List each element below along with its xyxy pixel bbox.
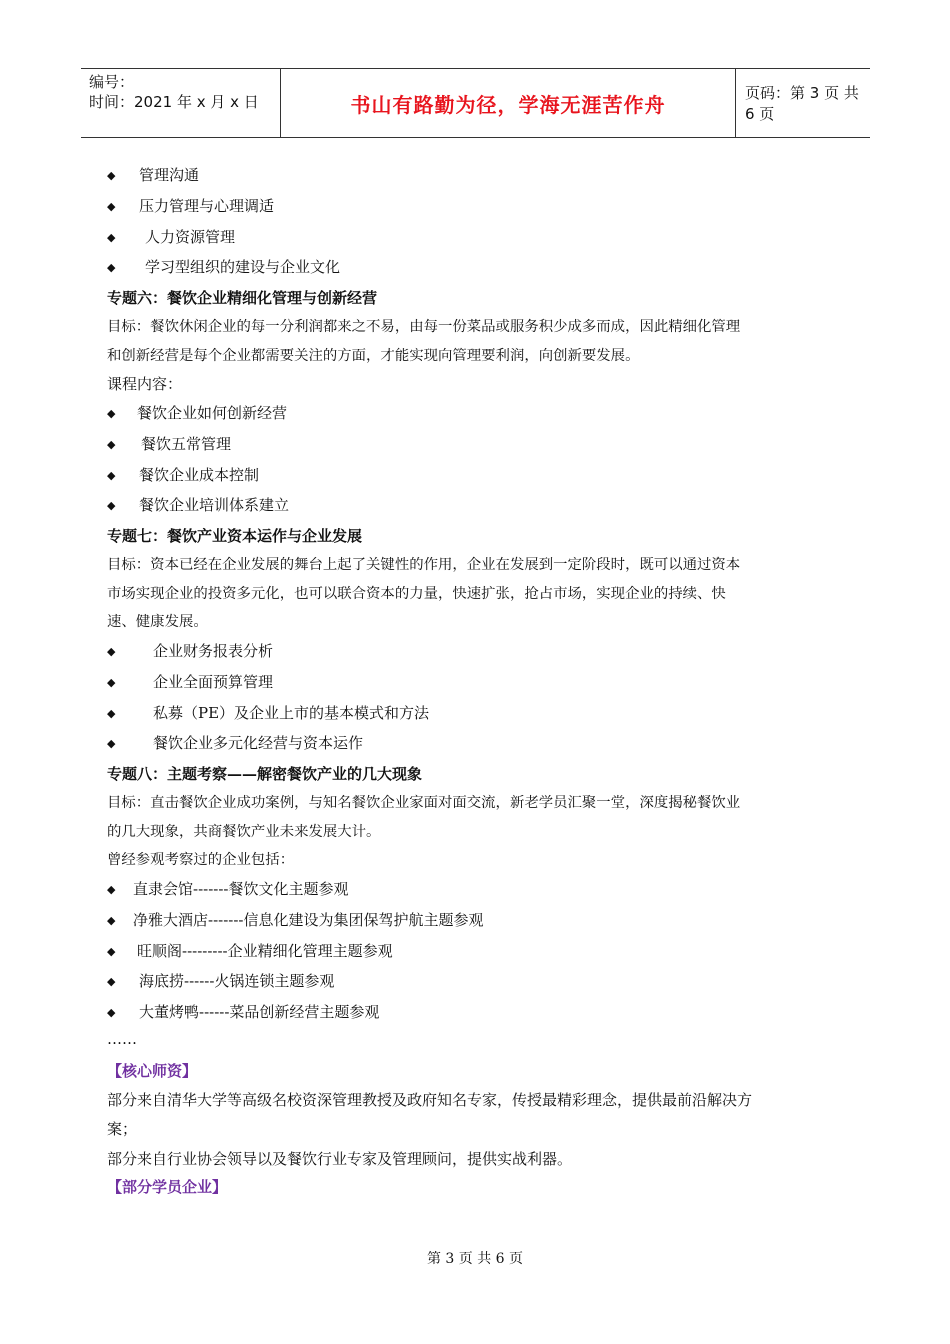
faculty-heading: 【核心师资】 [107,1062,198,1080]
topic6-content-label: 课程内容： [107,375,183,393]
date-text: 时间：2021 年 x 月 x 日 [89,93,259,111]
topic8-visited-label: 曾经参观考察过的企业包括： [107,852,295,868]
list-item: 海底捞------火锅连锁主题参观 [139,972,335,990]
list-item: 学习型组织的建设与企业文化 [145,258,341,276]
topic8-goal-line: 目标：直击餐饮企业成功案例，与知名餐饮企业家面对面交流，新老学员汇聚一堂，深度揭秘餐饮业 [107,795,741,811]
list-item: 餐饮五常管理 [141,435,232,453]
topic6-goal-line: 目标：餐饮休闲企业的每一分利润都来之不易，由每一份菜品或服务积少成多而成，因此精细化管理 [107,319,741,335]
list-item: 餐饮企业如何创新经营 [137,404,288,422]
topic8-title: 专题八：主题考察——解密餐饮产业的几大现象 [107,765,423,783]
header-page-cell [735,69,870,137]
topic7-title: 专题七：餐饮产业资本运作与企业发展 [107,527,363,545]
students-heading: 【部分学员企业】 [107,1178,228,1196]
header-page-info: 页码：第 3 页 共 6 页 [745,84,859,123]
header-motto-cell [280,69,736,137]
serial-label: 编号： [89,73,135,91]
list-item: 餐饮企业培训体系建立 [139,496,290,514]
bullet-diamond-icon: ◆ [107,469,116,482]
bullet-diamond-icon: ◆ [107,945,116,958]
list-item: 直隶会馆-------餐饮文化主题参观 [133,880,349,898]
topic7-goal-line: 市场实现企业的投资多元化，也可以联合资本的力量，快速扩张，抢占市场，实现企业的持续、快 [107,586,726,602]
ellipsis: …… [107,1030,137,1048]
bullet-diamond-icon: ◆ [107,883,116,896]
topic6-goal-line: 和创新经营是每个企业都需要关注的方面，才能实现向管理要利润，向创新要发展。 [107,348,640,364]
topic7-goal-line: 目标：资本已经在企业发展的舞台上起了关键性的作用，企业在发展到一定阶段时，既可以通过资本 [107,557,741,573]
bullet-diamond-icon: ◆ [107,407,116,420]
bullet-diamond-icon: ◆ [107,261,116,274]
faculty-line: 部分来自行业协会领导以及餐饮行业专家及管理顾问，提供实战利器。 [107,1150,573,1168]
bullet-diamond-icon: ◆ [107,737,116,750]
page-header [81,68,870,138]
list-item: 企业全面预算管理 [153,673,274,691]
bullet-diamond-icon: ◆ [107,645,116,658]
topic8-goal-line: 的几大现象，共商餐饮产业未来发展大计。 [107,824,381,840]
header-meta-cell [81,69,280,137]
faculty-line: 案； [107,1120,138,1138]
faculty-line: 部分来自清华大学等高级名校资深管理教授及政府知名专家，传授最精彩理念，提供最前沿解决方 [107,1091,753,1109]
list-item: 企业财务报表分析 [153,642,274,660]
topic7-goal-line: 速、健康发展。 [107,614,208,630]
list-item: 餐饮企业成本控制 [139,466,260,484]
motto: 书山有路勤为径，学海无涯苦作舟 [350,92,666,117]
bullet-diamond-icon: ◆ [107,707,116,720]
list-item: 大董烤鸭------菜品创新经营主题参观 [139,1003,380,1021]
list-item: 管理沟通 [139,166,200,184]
list-item: 净雅大酒店-------信息化建设为集团保驾护航主题参观 [133,911,484,929]
bullet-diamond-icon: ◆ [107,975,116,988]
bullet-diamond-icon: ◆ [107,231,116,244]
list-item: 餐饮企业多元化经营与资本运作 [153,734,364,752]
list-item: 私募（PE）及企业上市的基本模式和方法 [153,704,430,722]
topic6-title: 专题六：餐饮企业精细化管理与创新经营 [107,289,378,307]
bullet-diamond-icon: ◆ [107,169,116,182]
list-item: 旺顺阁---------企业精细化管理主题参观 [137,942,393,960]
bullet-diamond-icon: ◆ [107,499,116,512]
bullet-diamond-icon: ◆ [107,914,116,927]
list-item: 压力管理与心理调适 [139,197,275,215]
page-footer: 第 3 页 共 6 页 [426,1251,524,1267]
bullet-diamond-icon: ◆ [107,438,116,451]
bullet-diamond-icon: ◆ [107,676,116,689]
bullet-diamond-icon: ◆ [107,1006,116,1019]
list-item: 人力资源管理 [145,228,236,246]
bullet-diamond-icon: ◆ [107,200,116,213]
